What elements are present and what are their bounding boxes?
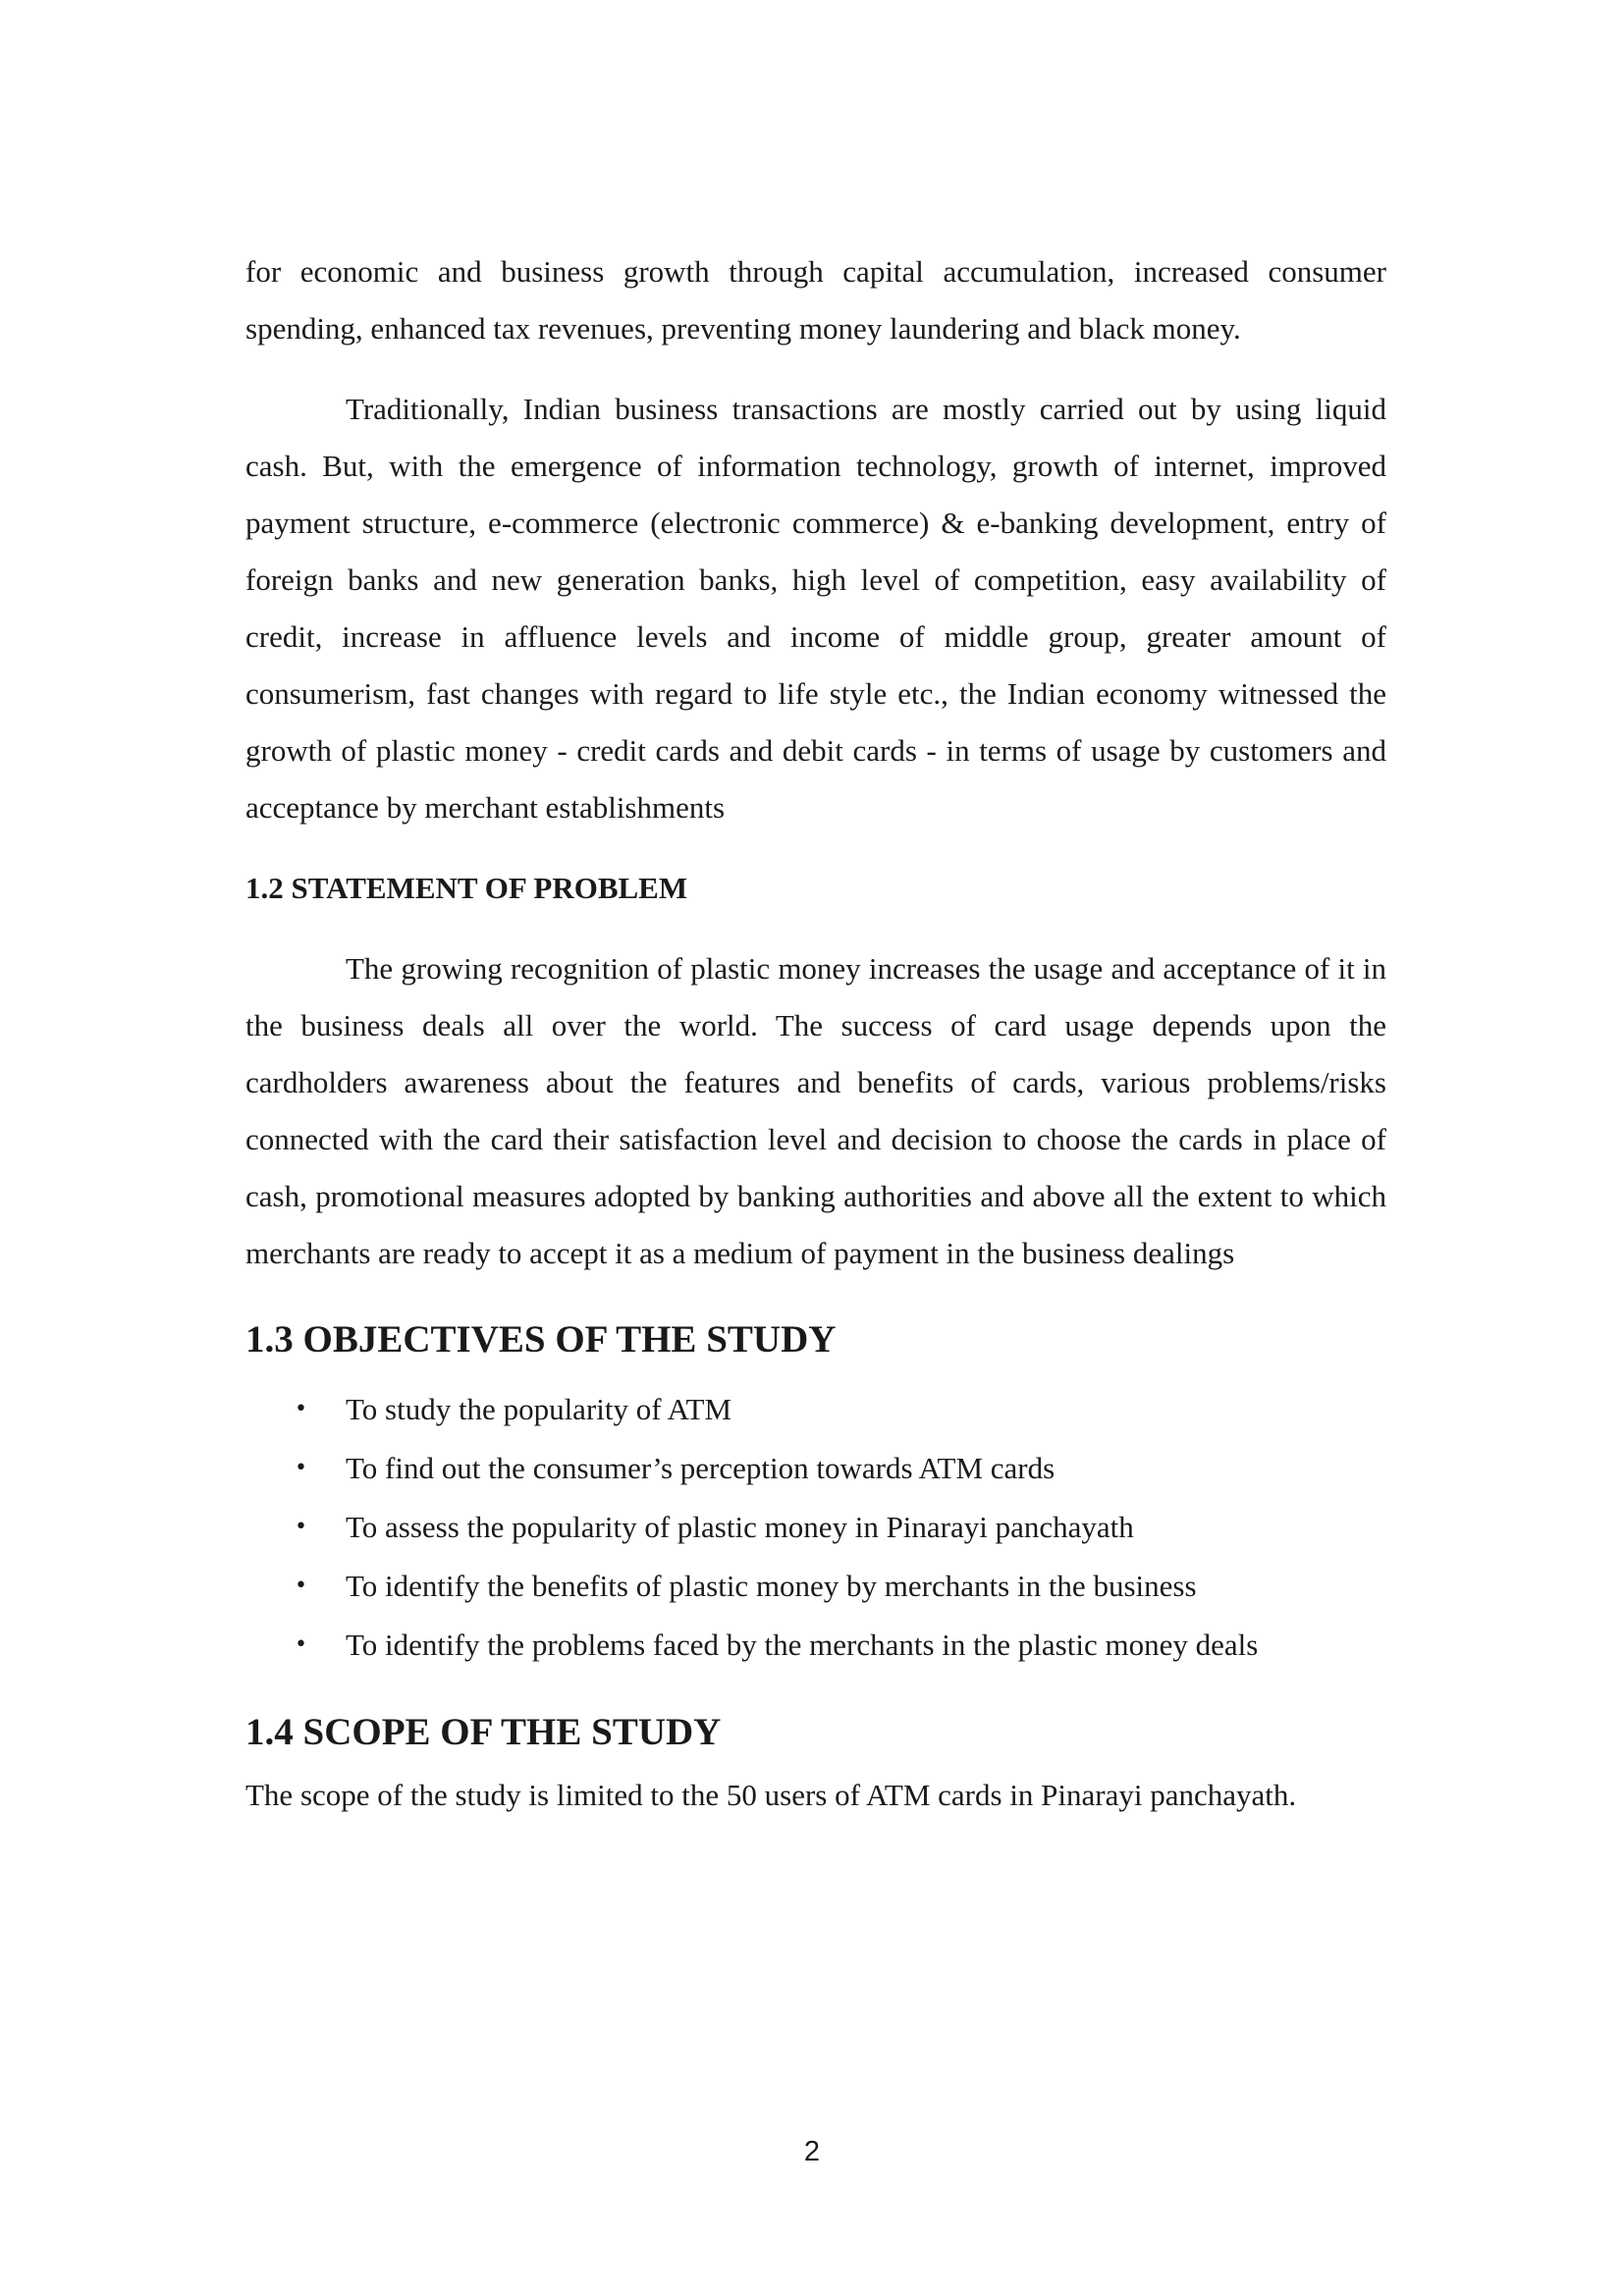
- document-page: [245, 243, 1386, 1824]
- paragraph-continuation: for economic and business growth through capital accumulation, increased consumer spending, enhanced tax revenues, preventing money laundering and black money.: [245, 254, 1386, 346]
- heading-statement-of-problem: 1.2 STATEMENT OF PROBLEM: [245, 871, 688, 905]
- objective-text: To study the popularity of ATM: [346, 1392, 732, 1426]
- objective-text: To find out the consumer’s perception towards ATM cards: [346, 1451, 1056, 1485]
- objectives-list: [245, 1380, 1386, 1675]
- page-number: 2: [803, 2136, 821, 2167]
- list-item: [245, 1557, 1386, 1616]
- list-item: [245, 1498, 1386, 1557]
- heading-scope: 1.4 SCOPE OF THE STUDY: [245, 1711, 722, 1753]
- list-item: [245, 1439, 1386, 1498]
- list-item: [245, 1616, 1386, 1675]
- bullet-icon: •: [295, 1515, 307, 1539]
- bullet-icon: •: [295, 1632, 307, 1657]
- objective-text: To identify the benefits of plastic money by merchants in the business: [346, 1569, 1197, 1603]
- objective-text: To assess the popularity of plastic money in Pinarayi panchayath: [346, 1510, 1134, 1544]
- bullet-icon: •: [295, 1397, 307, 1421]
- paragraph-traditional-transactions: Traditionally, Indian business transactions are mostly carried out by using liquid cash. But, with the emergence of information technology, growth of internet, improved payment structure, e-commerce (electronic commerce) & e-banking development, entry of foreign banks and new generation banks, high level of competition, easy availability of credit, increase in affluence levels and income of middle group, greater amount of consumerism, fast changes with regard to life style etc., the Indian economy witnessed the growth of plastic money - credit cards and debit cards - in terms of usage by customers and acceptance by merchant establishments: [245, 392, 1386, 825]
- bullet-icon: •: [295, 1456, 307, 1480]
- paragraph-statement-of-problem: The growing recognition of plastic money increases the usage and acceptance of it in the business deals all over the world. The success of card usage depends upon the cardholders awareness about the features and benefits of cards, various problems/risks connected with the card their satisfaction level and decision to choose the cards in place of cash, promotional measures adopted by banking authorities and above all the extent to which merchants are ready to accept it as a medium of payment in the business dealings: [245, 951, 1386, 1270]
- heading-objectives: 1.3 OBJECTIVES OF THE STUDY: [245, 1318, 837, 1361]
- list-item: [245, 1380, 1386, 1439]
- objective-text: To identify the problems faced by the merchants in the plastic money deals: [346, 1628, 1259, 1662]
- paragraph-scope: The scope of the study is limited to the 50 users of ATM cards in Pinarayi panchayath.: [245, 1778, 1297, 1812]
- bullet-icon: •: [295, 1574, 307, 1598]
